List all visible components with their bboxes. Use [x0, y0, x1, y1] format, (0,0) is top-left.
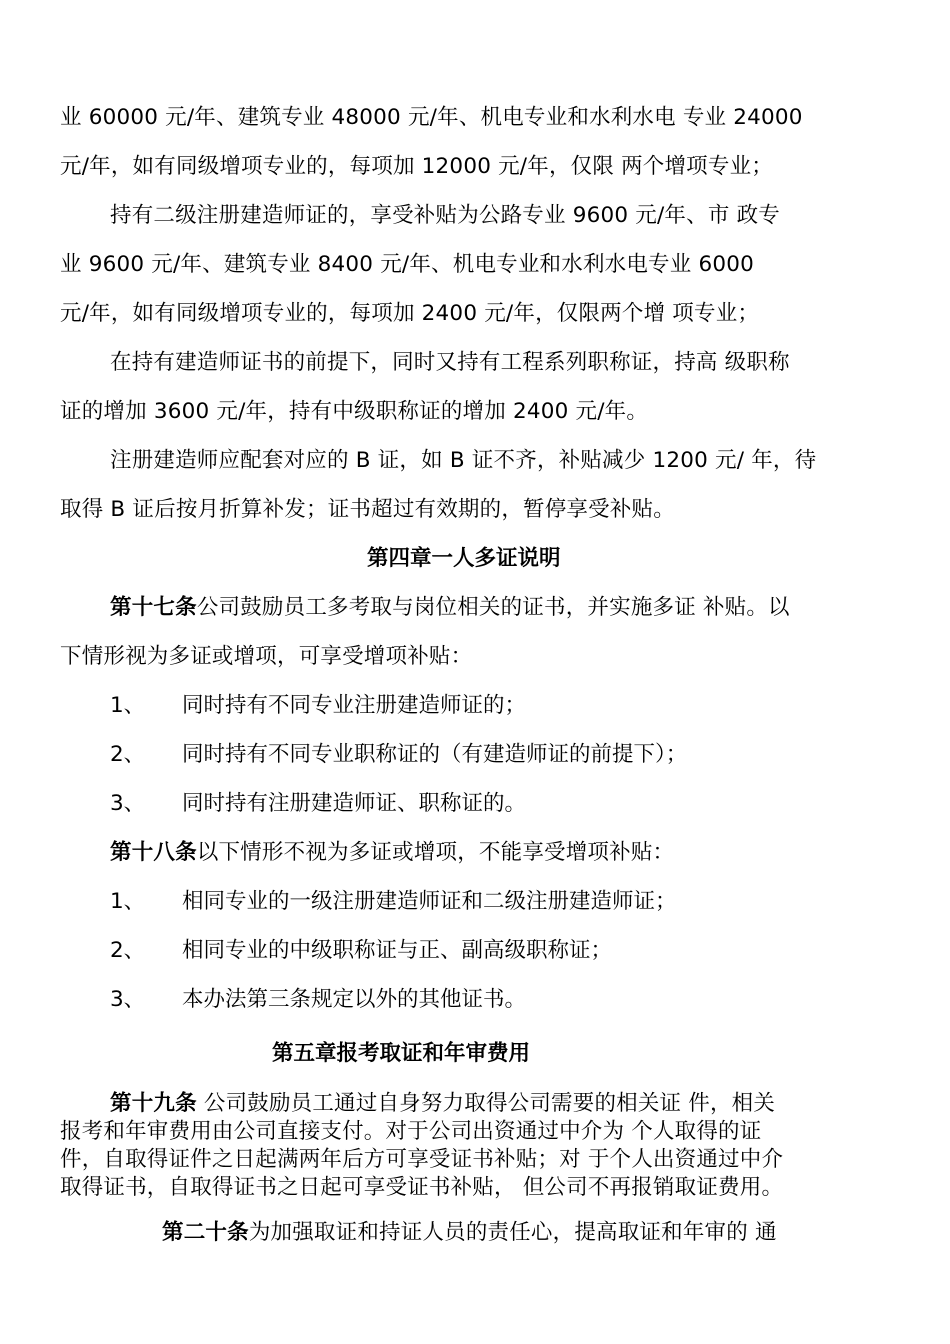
list-item: 同时持有不同专业职称证的（有建造师证的前提下）；	[182, 742, 688, 767]
article-label: 第二十条	[162, 1220, 249, 1245]
article-label: 第十八条	[110, 840, 197, 865]
article-20-line	[162, 1218, 777, 1248]
chapter-title: 第四章一人多证说明	[367, 546, 561, 571]
list-number: 3、	[110, 987, 146, 1012]
paragraph-line: 取得证书，自取得证书之日起可享受证书补贴， 但公司不再报销取证费用。	[60, 1175, 784, 1200]
paragraph-line: 业 60000 元/年、建筑专业 48000 元/年、机电专业和水利水电 专业 24000	[60, 105, 803, 130]
list-number: 3、	[110, 791, 146, 816]
article-text: 以下情形不视为多证或增项，不能享受增项补贴：	[196, 840, 675, 865]
article-text: 公司鼓励员工多考取与岗位相关的证书，并实施多证 补贴。以	[196, 595, 790, 620]
list-number: 2、	[110, 742, 146, 767]
paragraph-line: 元/年，如有同级增项专业的，每项加 2400 元/年，仅限两个增 项专业；	[60, 301, 760, 326]
list-item: 本办法第三条规定以外的其他证书。	[182, 987, 527, 1012]
list-item: 相同专业的中级职称证与正、副高级职称证；	[182, 938, 613, 963]
list-number: 1、	[110, 889, 146, 914]
paragraph-line: 业 9600 元/年、建筑专业 8400 元/年、机电专业和水利水电专业 6000	[60, 252, 755, 277]
list-number: 2、	[110, 938, 146, 963]
article-label: 第十九条	[110, 1091, 197, 1116]
article-17-line	[110, 593, 790, 623]
paragraph-line: 报考和年审费用由公司直接支付。对于公司出资通过中介为 个人取得的证	[60, 1119, 762, 1144]
paragraph-line: 件，自取得证件之日起满两年后方可享受证书补贴；对 于个人出资通过中介	[60, 1147, 784, 1172]
article-text: 公司鼓励员工通过自身努力取得公司需要的相关证 件，相关	[196, 1091, 776, 1116]
paragraph-line: 持有二级注册建造师证的，享受补贴为公路专业 9600 元/年、市 政专	[110, 203, 780, 228]
list-number: 1、	[110, 693, 146, 718]
article-19-line	[110, 1090, 775, 1118]
paragraph-line: 证的增加 3600 元/年，持有中级职称证的增加 2400 元/年。	[60, 399, 649, 424]
paragraph-line: 注册建造师应配套对应的 B 证，如 B 证不齐，补贴减少 1200 元/ 年，待	[110, 448, 817, 473]
chapter-title: 第五章报考取证和年审费用	[272, 1041, 531, 1066]
list-item: 同时持有不同专业注册建造师证的；	[182, 693, 527, 718]
list-item: 相同专业的一级注册建造师证和二级注册建造师证；	[182, 889, 677, 914]
paragraph-line: 在持有建造师证书的前提下，同时又持有工程系列职称证，持高 级职称	[110, 350, 790, 375]
paragraph-line: 元/年，如有同级增项专业的，每项加 12000 元/年，仅限 两个增项专业；	[60, 154, 773, 179]
paragraph-line: 下情形视为多证或增项，可享受增项补贴：	[60, 644, 473, 669]
paragraph-line: 取得 B 证后按月折算补发；证书超过有效期的，暂停享受补贴。	[60, 497, 675, 522]
article-text: 为加强取证和持证人员的责任心，提高取证和年审的 通	[248, 1220, 777, 1245]
list-item: 同时持有注册建造师证、职称证的。	[182, 791, 527, 816]
article-18-line	[110, 838, 674, 868]
article-label: 第十七条	[110, 595, 197, 620]
